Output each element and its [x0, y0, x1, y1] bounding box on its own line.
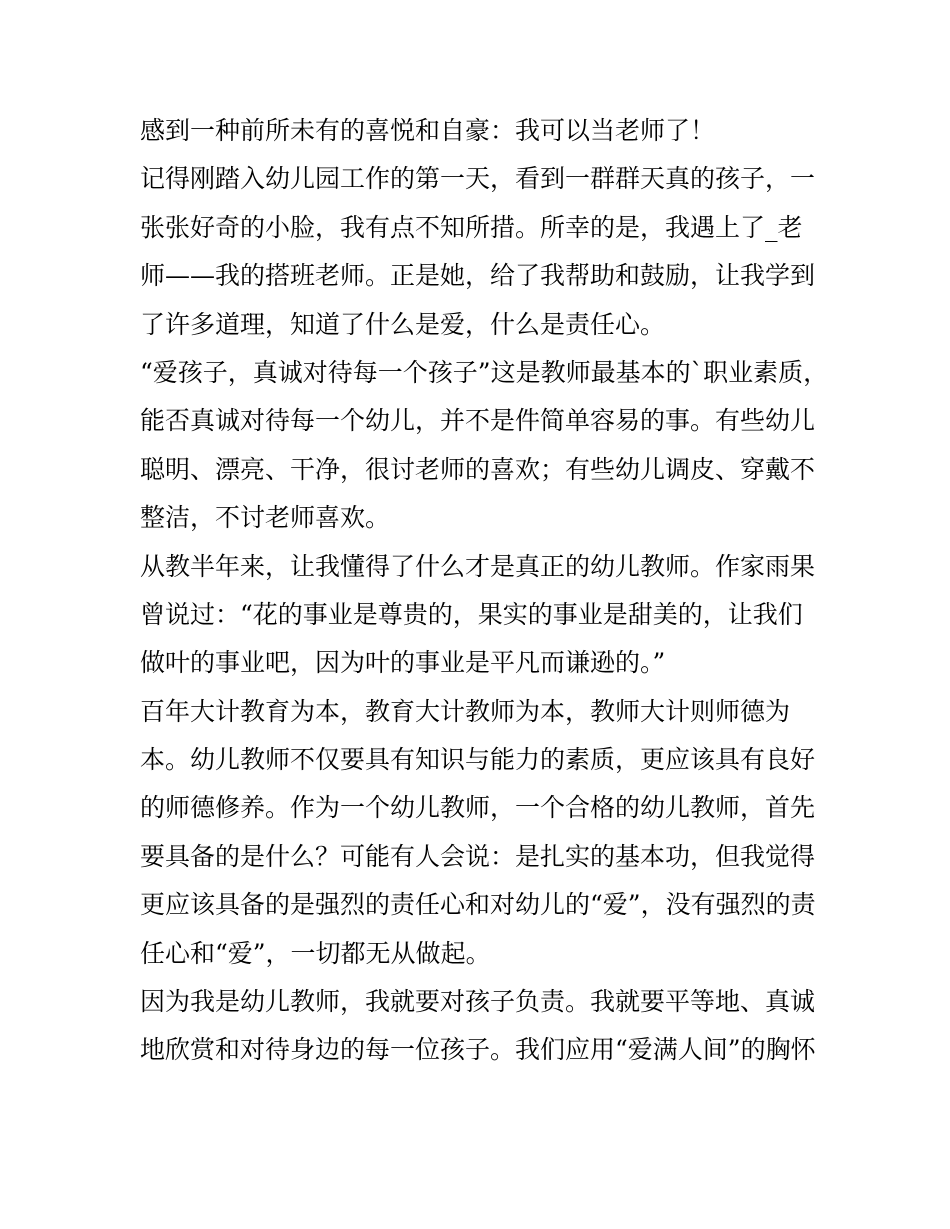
text-line: 因为我是幼儿教师，我就要对孩子负责。我就要平等地、真诚 [140, 987, 816, 1017]
text-line: 地欣赏和对待身边的每一位孩子。我们应用“爱满人间”的胸怀 [140, 1035, 816, 1065]
text-line: 做叶的事业吧，因为叶的事业是平凡而谦逊的。” [140, 648, 666, 678]
text-line: 师——我的搭班老师。正是她，给了我帮助和鼓励，让我学到 [140, 261, 816, 291]
text-line: 能否真诚对待每一个幼儿，并不是件简单容易的事。有些幼儿 [140, 406, 816, 436]
text-line: 任心和“爱”，一切都无从做起。 [140, 938, 491, 968]
text-line: 聪明、漂亮、干净，很讨老师的喜欢；有些幼儿调皮、穿戴不 [140, 454, 816, 484]
text-line: 感到一种前所未有的喜悦和自豪：我可以当老师了！ [140, 116, 716, 145]
text-line: 从教半年来，让我懂得了什么才是真正的幼儿教师。作家雨果 [140, 551, 816, 581]
text-line: 要具备的是什么？可能有人会说：是扎实的基本功，但我觉得 [140, 841, 816, 871]
text-line: 的师德修养。作为一个幼儿教师，一个合格的幼儿教师，首先 [140, 793, 816, 823]
text-line: 张张好奇的小脸，我有点不知所措。所幸的是，我遇上了_老 [140, 212, 803, 242]
text-line: 曾说过：“花的事业是尊贵的，果实的事业是甜美的，让我们 [140, 599, 803, 629]
text-line: “爱孩子，真诚对待每一个孩子”这是教师最基本的`职业素质， [140, 357, 829, 387]
text-line: 了许多道理，知道了什么是爱，什么是责任心。 [140, 309, 666, 339]
body-text [140, 107, 830, 1075]
text-line: 百年大计教育为本，教育大计教师为本，教师大计则师德为 [140, 696, 791, 726]
text-line: 更应该具备的是强烈的责任心和对幼儿的“爱”，没有强烈的责 [140, 890, 816, 920]
text-line: 整洁，不讨老师喜欢。 [140, 503, 391, 533]
text-line: 记得刚踏入幼儿园工作的第一天，看到一群群天真的孩子，一 [140, 164, 816, 194]
text-line: 本。幼儿教师不仅要具有知识与能力的素质，更应该具有良好 [140, 745, 816, 775]
